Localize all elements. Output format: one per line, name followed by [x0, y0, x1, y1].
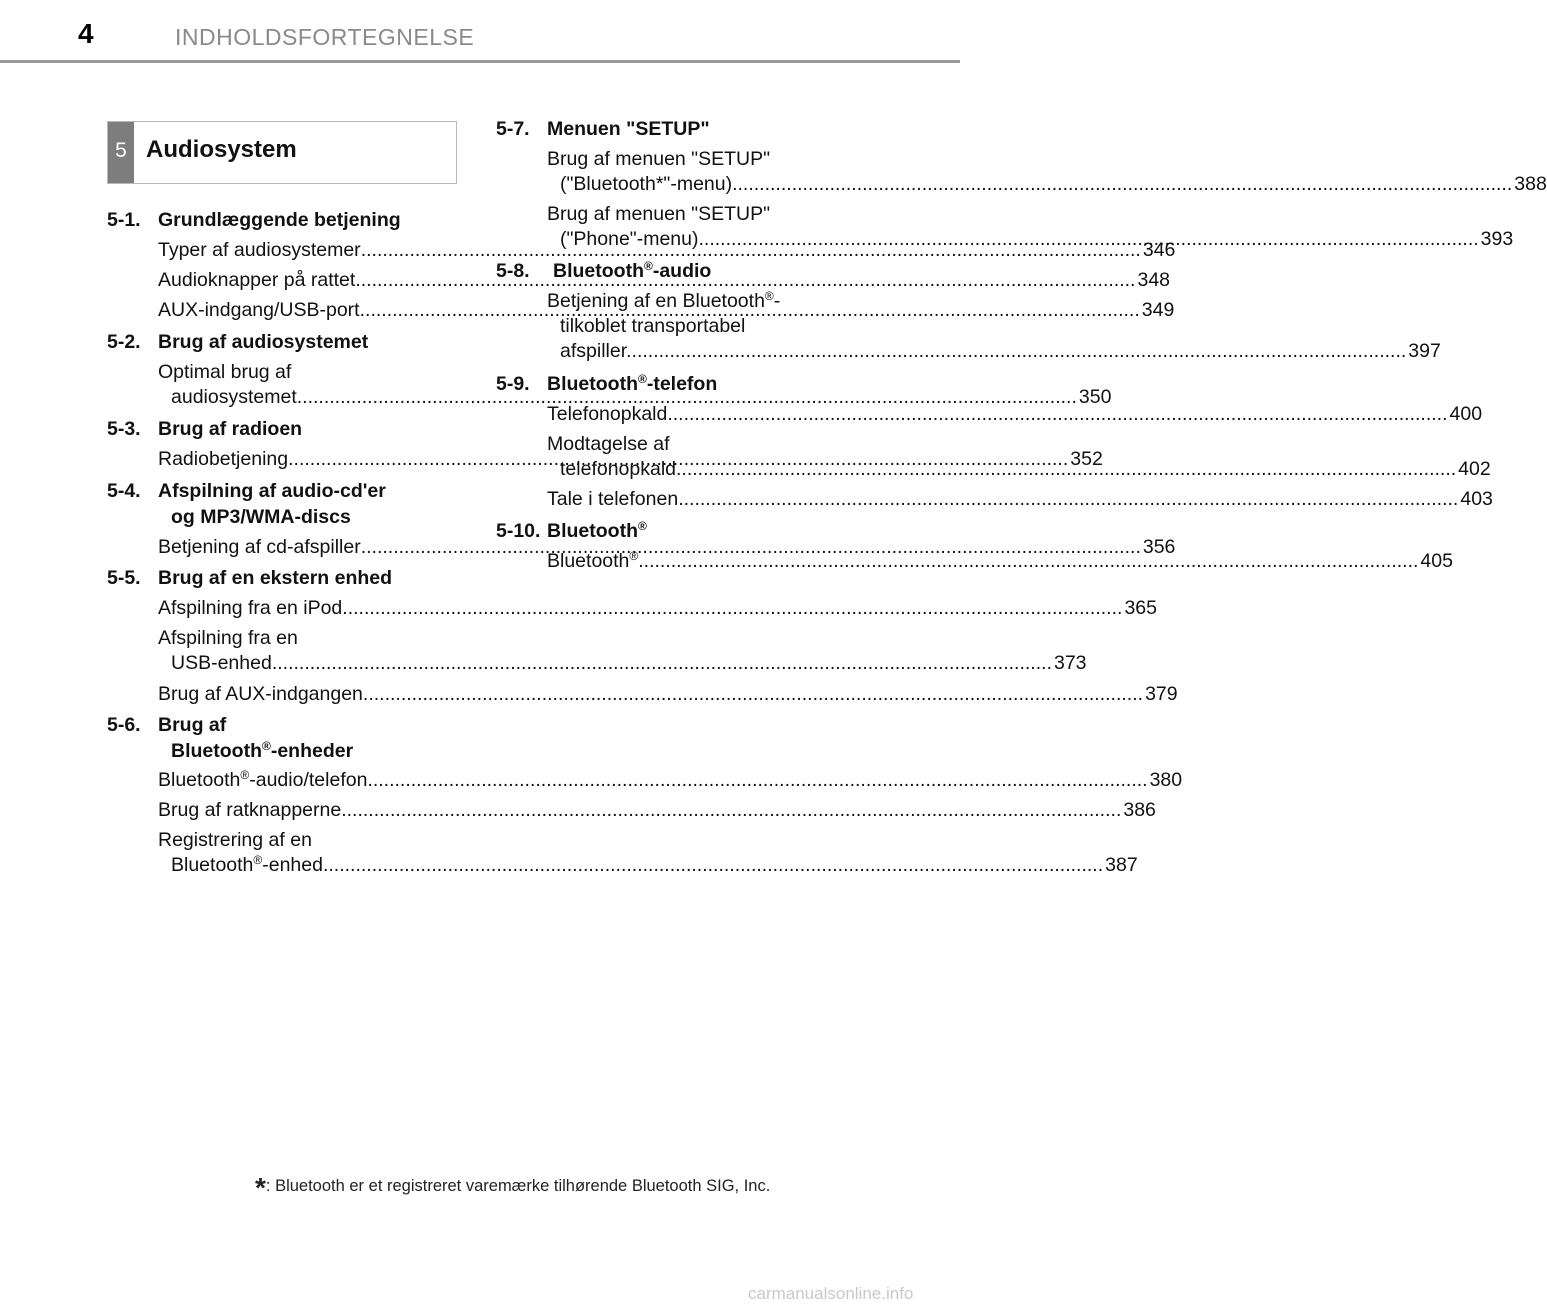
dot-leader: [699, 228, 1479, 250]
chapter-title: Afspilning af audio-cd'er: [158, 480, 386, 502]
page-ref: 373: [1053, 652, 1087, 674]
footnote: [255, 1172, 770, 1204]
chapter-title: Grundlæggende betjening: [158, 209, 401, 231]
chapter-title: Menuen "SETUP": [547, 118, 710, 140]
chapter-title-part: Bluetooth: [547, 373, 638, 395]
chapter-title-part: Bluetooth: [547, 520, 638, 542]
page-ref: 393: [1480, 228, 1514, 250]
chapter-number: 5-6.: [107, 714, 141, 736]
entry-text: [547, 289, 834, 314]
registered-mark: ®: [261, 739, 271, 753]
page-ref: 402: [1458, 458, 1491, 480]
chapter-number: 5-10.: [496, 520, 541, 542]
section-number: 5: [115, 139, 127, 162]
chapter-title-line2: [171, 739, 353, 764]
dot-leader: [667, 402, 1447, 427]
entry-text-part: -: [773, 290, 781, 312]
chapter-number: 5-1.: [107, 209, 141, 231]
chapter-title: Brug af audiosystemet: [158, 331, 369, 353]
page-ref: 349: [1141, 299, 1175, 321]
toc-entry[interactable]: [158, 798, 1156, 823]
entry-text: ("Bluetooth*"-menu): [560, 173, 733, 195]
entry-text: ("Phone"-menu): [560, 228, 699, 250]
chapter-title: [547, 519, 647, 544]
entry-text: Audioknapper på rattet: [158, 269, 356, 291]
dot-leader: [732, 173, 1512, 195]
page-ref: 380: [1149, 769, 1183, 791]
chapter-number: 5-8.: [496, 260, 530, 282]
entry-text-part: Betjening af en Bluetooth: [547, 290, 765, 312]
entry-text: Registrering af en: [158, 829, 312, 851]
entry-text: [158, 768, 367, 793]
chapter-number: 5-4.: [107, 480, 141, 502]
entry-text: Brug af ratknapperne: [158, 799, 342, 821]
entry-text: Typer af audiosystemer: [158, 239, 361, 261]
registered-mark: ®: [643, 259, 653, 273]
chapter-number: 5-3.: [107, 418, 141, 440]
entry-text-part: Bluetooth: [158, 769, 241, 791]
page-ref: 405: [1420, 550, 1453, 572]
page-ref: 388: [1514, 173, 1547, 195]
chapter-title: [553, 259, 711, 284]
entry-text: AUX-indgang/USB-port: [158, 299, 360, 321]
entry-text: Optimal brug af: [158, 361, 292, 383]
toc-entry[interactable]: [158, 828, 1138, 878]
section-heading: [107, 121, 457, 184]
chapter-title: Brug af en ekstern enhed: [158, 567, 393, 589]
entry-text: [171, 854, 323, 876]
entry-text: Afspilning fra en iPod: [158, 597, 343, 619]
chapter-title-part: Bluetooth: [553, 260, 644, 282]
toc-entry[interactable]: [158, 596, 1157, 621]
entry-text: Modtagelse af: [547, 433, 670, 455]
footnote-asterisk: *: [255, 1172, 266, 1203]
entry-text: audiosystemet: [171, 386, 297, 408]
page-ref: 397: [1408, 340, 1441, 362]
page-header: [0, 0, 960, 64]
registered-mark: ®: [637, 372, 647, 386]
section-tab: [108, 122, 134, 183]
registered-mark: ®: [764, 289, 774, 303]
dot-leader: [272, 652, 1052, 674]
entry-text-part: Bluetooth: [547, 550, 630, 572]
chapter-title-line2: og MP3/WMA-discs: [171, 506, 351, 528]
page-ref: 356: [1142, 536, 1176, 558]
page-ref: 400: [1449, 403, 1483, 425]
entry-text: [547, 549, 638, 574]
page-ref: 387: [1105, 854, 1138, 876]
entry-text: Brug af AUX-indgangen: [158, 683, 363, 705]
entry-text: Brug af menuen "SETUP": [547, 203, 771, 225]
page-ref: 386: [1123, 799, 1156, 821]
page-number: 4: [78, 18, 94, 49]
chapter-title: Brug af radioen: [158, 418, 303, 440]
watermark: carmanualsonline.info: [748, 1284, 914, 1303]
chapter-number: 5-2.: [107, 331, 141, 353]
toc-entry[interactable]: [547, 402, 1483, 427]
toc-entry[interactable]: [158, 535, 1176, 560]
entry-text: telefonopkald: [560, 458, 677, 480]
dot-leader: [323, 854, 1103, 876]
chapter-number: 5-9.: [496, 373, 530, 395]
entry-text: Afspilning fra en: [158, 627, 298, 649]
page-ref: 352: [1070, 448, 1103, 470]
page-ref: 348: [1137, 269, 1171, 291]
chapter-title: [547, 372, 717, 397]
entry-text-part: -audio/telefon: [249, 769, 368, 791]
page-ref: 346: [1142, 239, 1176, 261]
chapter-title: Brug af: [158, 714, 227, 736]
entry-text: tilkoblet transportabel: [560, 315, 746, 337]
page-ref: 379: [1145, 683, 1178, 705]
entry-text: USB-enhed: [171, 652, 272, 674]
entry-text: Brug af menuen "SETUP": [547, 148, 771, 170]
entry-text: Tale i telefonen: [547, 488, 679, 510]
footnote-text: : Bluetooth er et registreret varemærke tilhørende Bluetooth SIG, Inc.: [265, 1177, 771, 1195]
header-divider: [0, 60, 960, 63]
toc-entry[interactable]: [547, 487, 1493, 512]
entry-text-part: -enhed: [262, 854, 323, 876]
registered-mark: ®: [637, 519, 647, 533]
dot-leader: [367, 768, 1147, 793]
registered-mark: ®: [629, 549, 639, 563]
page-ref: 350: [1078, 386, 1112, 408]
toc-entry[interactable]: [547, 147, 1547, 197]
page-ref: 403: [1460, 488, 1493, 510]
chapter-title-part: Bluetooth: [171, 740, 262, 762]
page-ref: 365: [1124, 597, 1157, 619]
chapter-title-part: -audio: [652, 260, 712, 282]
section-title: Audiosystem: [146, 136, 297, 163]
chapter-number: 5-5.: [107, 567, 141, 589]
chapter-title-part: -telefon: [646, 373, 718, 395]
dot-leader: [678, 487, 1458, 512]
dot-leader: [676, 458, 1456, 480]
chapter-number: 5-7.: [496, 118, 530, 140]
entry-text: afspiller: [560, 340, 627, 362]
dot-leader: [363, 682, 1143, 707]
chapter-title-part: -enheder: [270, 740, 354, 762]
toc-entry[interactable]: [158, 768, 1183, 793]
entry-text: Telefonopkald: [547, 403, 668, 425]
dot-leader: [341, 798, 1121, 823]
toc-entry[interactable]: [158, 682, 1178, 707]
registered-mark: ®: [253, 853, 263, 867]
dot-leader: [626, 340, 1406, 362]
registered-mark: ®: [240, 768, 250, 782]
dot-leader: [342, 596, 1122, 621]
dot-leader: [638, 549, 1418, 574]
entry-text: Radiobetjening: [158, 448, 289, 470]
header-title: INDHOLDSFORTEGNELSE: [175, 24, 475, 50]
toc-entry[interactable]: [158, 626, 1087, 676]
entry-text-part: Bluetooth: [171, 854, 254, 876]
toc-entry[interactable]: [547, 549, 1453, 574]
entry-text: Betjening af cd-afspiller: [158, 536, 361, 558]
